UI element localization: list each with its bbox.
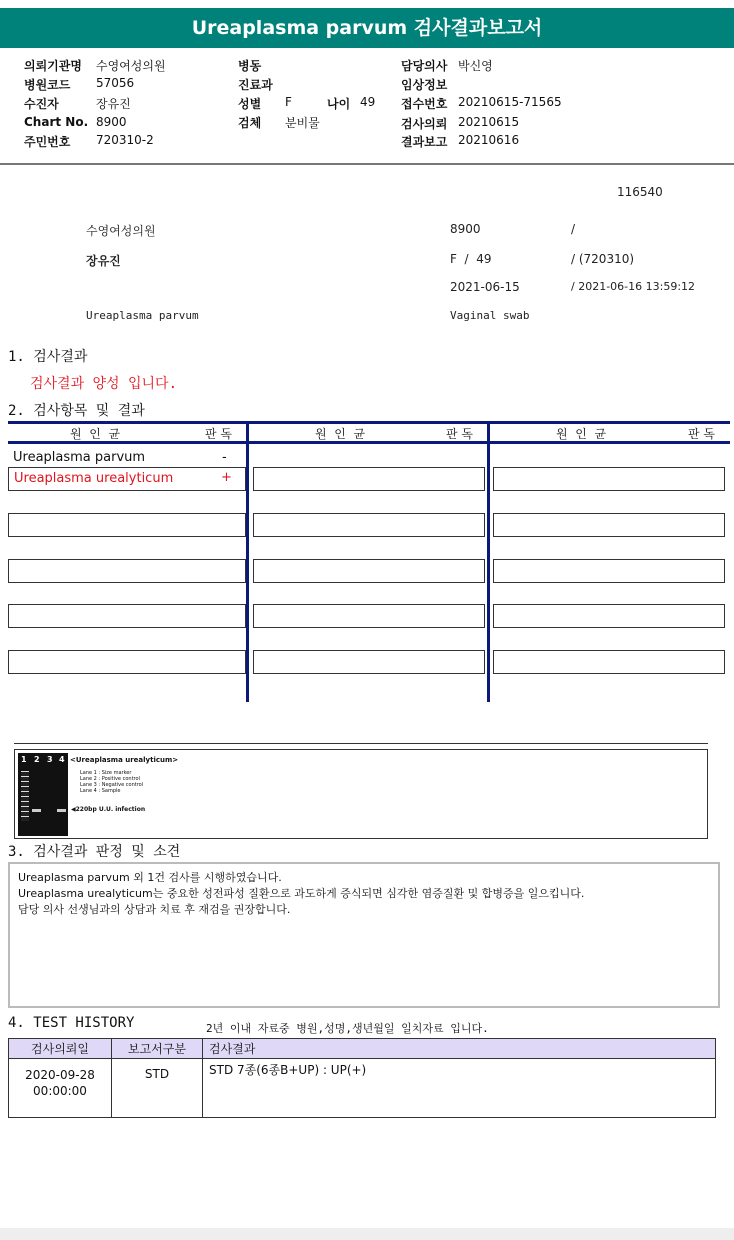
gel-lane-label: 3 xyxy=(47,755,53,764)
result-cell-empty xyxy=(493,650,725,674)
col-header-judge-2: 판 독 xyxy=(446,427,473,441)
history-table xyxy=(8,1038,716,1118)
gel-lane-label: 2 xyxy=(34,755,40,764)
result-cell-empty xyxy=(8,650,246,674)
summary-report-datetime: / 2021-06-16 13:59:12 xyxy=(571,280,696,293)
specimen-label: 검체 xyxy=(238,116,262,130)
result-cell-empty xyxy=(8,513,246,537)
col-header-organism-1: 원 인 균 xyxy=(70,427,121,441)
findings-line: Ureaplasma parvum 외 1건 검사를 시행하였습니다. xyxy=(18,871,282,884)
report-label: 결과보고 xyxy=(401,135,448,149)
sex-value: F xyxy=(285,95,292,109)
clinical-label: 임상정보 xyxy=(401,78,448,92)
summary-birth: / (720310) xyxy=(571,252,635,266)
table-top-rule xyxy=(8,421,730,424)
col-header-judge-1: 판 독 xyxy=(205,427,232,441)
result-row-organism: Ureaplasma parvum xyxy=(13,450,146,465)
findings-line: 담당 의사 선생님과의 상담과 치료 후 재검을 권장합니다. xyxy=(18,903,291,916)
gel-legend-item: Lane 4 : Sample xyxy=(80,788,121,794)
col-header-judge-3: 판 독 xyxy=(688,427,715,441)
receipt-label: 접수번호 xyxy=(401,97,448,111)
summary-chart: 8900 xyxy=(450,222,481,236)
dept-label: 진료과 xyxy=(238,78,273,92)
patient-label: 수진자 xyxy=(24,97,59,111)
request-value: 20210615 xyxy=(458,115,520,129)
institution-value: 수영여성의원 xyxy=(96,59,166,73)
doctor-value: 박신영 xyxy=(458,59,493,73)
sex-label: 성별 xyxy=(238,97,262,111)
summary-institution: 수영여성의원 xyxy=(86,224,156,238)
summary-test-name: Ureaplasma parvum xyxy=(86,309,199,322)
specimen-value: 분비물 xyxy=(285,116,320,130)
findings-line: Ureaplasma urealyticum는 중요한 성전파성 질환으로 과도하게 증식되면 심각한 염증질환 및 합병증을 일으킵니다. xyxy=(18,887,585,900)
gel-band-label: ◀220bp U.U. infection xyxy=(71,806,146,813)
ward-label: 병동 xyxy=(238,59,262,73)
code-label: 병원코드 xyxy=(24,78,71,92)
header-divider xyxy=(0,163,734,165)
findings-box xyxy=(8,862,720,1008)
code-value: 57056 xyxy=(96,76,135,90)
gel-ladder xyxy=(21,771,29,821)
history-note: 2년 이내 자료중 병원,성명,생년월일 일치자료 입니다. xyxy=(206,1022,489,1035)
result-cell-empty xyxy=(8,559,246,583)
report-title: Ureaplasma parvum 검사결과보고서 xyxy=(0,8,734,48)
history-date-cell xyxy=(9,1059,112,1118)
section4-title: 4. TEST HISTORY xyxy=(8,1015,135,1031)
gel-legend-item: Lane 1 : Size marker xyxy=(80,770,132,776)
section1-title: 1. 검사결과 xyxy=(8,349,88,365)
summary-sex-age: F / 49 xyxy=(450,252,492,266)
result-cell-empty xyxy=(493,467,725,491)
result-cell-empty xyxy=(8,604,246,628)
table-col-divider-2 xyxy=(487,421,490,702)
history-date: 2020-09-28 xyxy=(25,1068,95,1082)
result-row-box xyxy=(8,467,246,491)
table-col-divider-1 xyxy=(246,421,249,702)
institution-label: 의뢰기관명 xyxy=(24,59,82,73)
result-row-judgement: - xyxy=(222,450,227,465)
footer-bar xyxy=(0,1228,734,1240)
result-cell-empty xyxy=(253,467,485,491)
result-cell-empty xyxy=(253,650,485,674)
history-type: STD xyxy=(112,1059,203,1118)
col-header-organism-3: 원 인 균 xyxy=(556,427,607,441)
summary-request-date: 2021-06-15 xyxy=(450,280,520,294)
history-header-date: 검사의뢰일 xyxy=(9,1039,112,1059)
result-cell-empty xyxy=(493,559,725,583)
result-cell-empty xyxy=(253,604,485,628)
id-value: 720310-2 xyxy=(96,133,154,147)
gel-legend-item: Lane 2 : Positive control xyxy=(80,776,140,782)
history-header-result: 검사결과 xyxy=(203,1039,716,1059)
report-number: 116540 xyxy=(617,185,663,199)
patient-value: 장유진 xyxy=(96,97,131,111)
gel-lane-label: 4 xyxy=(59,755,65,764)
age-label: 나이 xyxy=(327,97,351,111)
history-header-type: 보고서구분 xyxy=(112,1039,203,1059)
summary-specimen: Vaginal swab xyxy=(450,309,530,322)
result-cell-empty xyxy=(253,559,485,583)
gel-lane-label: 1 xyxy=(21,755,27,764)
result-cell-empty xyxy=(493,604,725,628)
result-cell-empty xyxy=(493,513,725,537)
age-value: 49 xyxy=(360,95,376,109)
section3-title: 3. 검사결과 판정 및 소견 xyxy=(8,844,181,860)
history-header-row xyxy=(9,1039,716,1059)
col-header-organism-2: 원 인 균 xyxy=(315,427,366,441)
history-result: STD 7종(6종B+UP) : UP(+) xyxy=(203,1059,716,1118)
gel-image xyxy=(18,753,68,836)
chart-value: 8900 xyxy=(96,115,127,129)
section1-result: 검사결과 양성 입니다. xyxy=(30,376,178,392)
gel-legend-item: Lane 3 : Negative control xyxy=(80,782,144,788)
section2-title: 2. 검사항목 및 결과 xyxy=(8,403,145,419)
result-row-organism: Ureaplasma urealyticum xyxy=(14,471,174,486)
summary-patient: 장유진 xyxy=(86,254,121,268)
gel-title: <Ureaplasma urealyticum> xyxy=(70,756,179,764)
result-row-judgement: + xyxy=(221,470,232,485)
report-value: 20210616 xyxy=(458,133,520,147)
gel-band xyxy=(57,809,66,812)
table-row xyxy=(9,1059,716,1118)
result-cell-empty xyxy=(253,513,485,537)
gel-band xyxy=(32,809,41,812)
gel-divider xyxy=(14,743,708,744)
receipt-value: 20210615-71565 xyxy=(458,95,562,109)
chart-label: Chart No. xyxy=(24,115,89,129)
doctor-label: 담당의사 xyxy=(401,59,448,73)
id-label: 주민번호 xyxy=(24,135,71,149)
summary-slash: / xyxy=(571,222,576,236)
request-label: 검사의뢰 xyxy=(401,117,448,131)
history-time: 00:00:00 xyxy=(33,1084,87,1098)
